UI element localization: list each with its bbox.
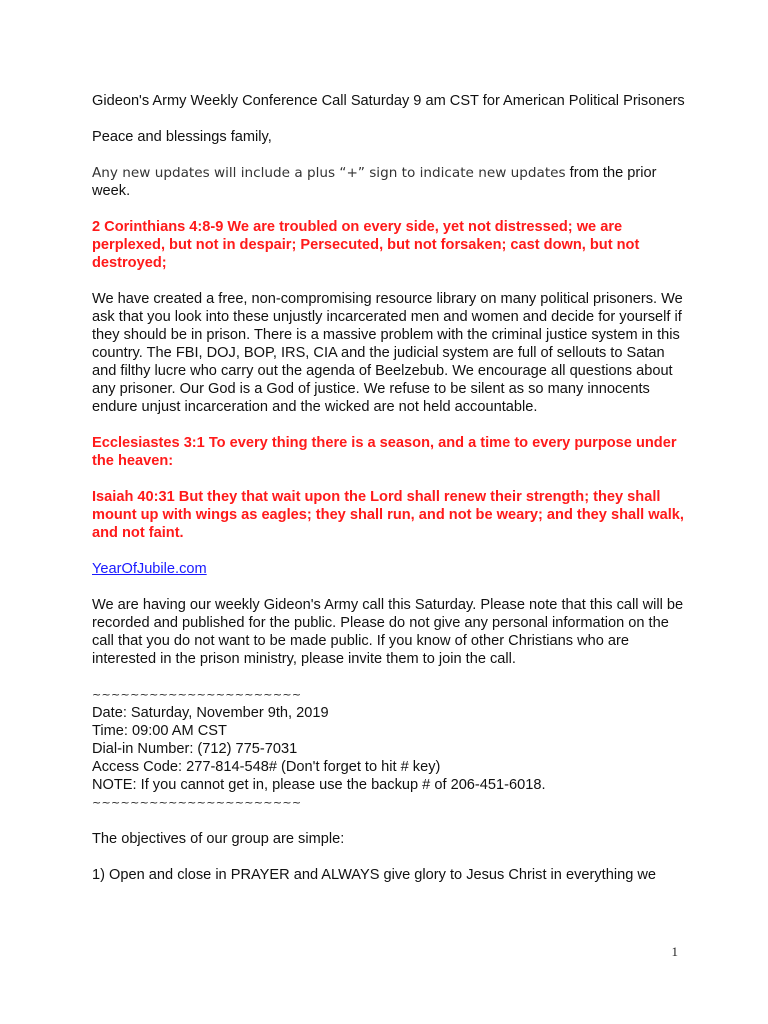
document-title: Gideon's Army Weekly Conference Call Saturday 9 am CST for American Political Prisoners bbox=[92, 93, 685, 109]
update-note-part2: from the prior week. bbox=[92, 165, 657, 199]
call-details bbox=[92, 686, 692, 812]
tilde-divider-top: ~~~~~~~~~~~~~~~~~~~~~~ bbox=[92, 688, 302, 701]
access-code: Access Code: 277-814-548# (Don't forget to hit # key) bbox=[92, 759, 441, 775]
update-note-part1: Any new updates will include a plus “+” sign to indicate new updates bbox=[92, 165, 566, 181]
backup-note: NOTE: If you cannot get in, please use the backup # of 206-451-6018. bbox=[92, 777, 546, 793]
objective-1: 1) Open and close in PRAYER and ALWAYS give glory to Jesus Christ in everything we bbox=[92, 867, 657, 883]
objectives-intro: The objectives of our group are simple: bbox=[92, 831, 345, 847]
resource-library-paragraph: We have created a free, non-compromising resource library on many political prisoners. We ask that you look into these unjustly incarcerated men and women and decide for yourself if they should be in prison. There is a massive problem with the criminal justice system in this country. The FBI, DOJ, BOP, IRS, CIA and the judicial system are full of sellouts to Satan and filthy lucre who carry out the agenda of Beelzebub. We encourage all questions about any prisoner. Our God is a God of justice. We refuse to be silent as so many innocents endure unjust incarceration and the wicked are not held accountable. bbox=[92, 291, 683, 415]
document-body bbox=[92, 92, 692, 902]
tilde-divider-bottom: ~~~~~~~~~~~~~~~~~~~~~~ bbox=[92, 796, 302, 809]
verse-ecclesiastes: Ecclesiastes 3:1 To every thing there is a season, and a time to every purpose under the heaven: bbox=[92, 435, 677, 469]
verse-corinthians: 2 Corinthians 4:8-9 We are troubled on every side, yet not distressed; we are perplexed, but not in despair; Persecuted, but not forsaken; cast down, but not destroyed; bbox=[92, 219, 640, 271]
verse-isaiah: Isaiah 40:31 But they that wait upon the Lord shall renew their strength; they shall mount up with wings as eagles; they shall run, and not be weary; and they shall walk, and not faint. bbox=[92, 489, 684, 541]
call-date: Date: Saturday, November 9th, 2019 bbox=[92, 705, 329, 721]
dial-in-number: Dial-in Number: (712) 775-7031 bbox=[92, 741, 298, 757]
call-time: Time: 09:00 AM CST bbox=[92, 723, 227, 739]
page-number: 1 bbox=[671, 944, 678, 959]
weekly-call-paragraph: We are having our weekly Gideon's Army call this Saturday. Please note that this call will be recorded and published for the public. Please do not give any personal information on the call that you do not want to be made public. If you know of other Christians who are interested in the prison ministry, please invite them to join the call. bbox=[92, 597, 684, 667]
greeting: Peace and blessings family, bbox=[92, 129, 272, 145]
year-of-jubile-link[interactable]: YearOfJubile.com bbox=[92, 561, 207, 577]
update-note bbox=[92, 164, 692, 200]
